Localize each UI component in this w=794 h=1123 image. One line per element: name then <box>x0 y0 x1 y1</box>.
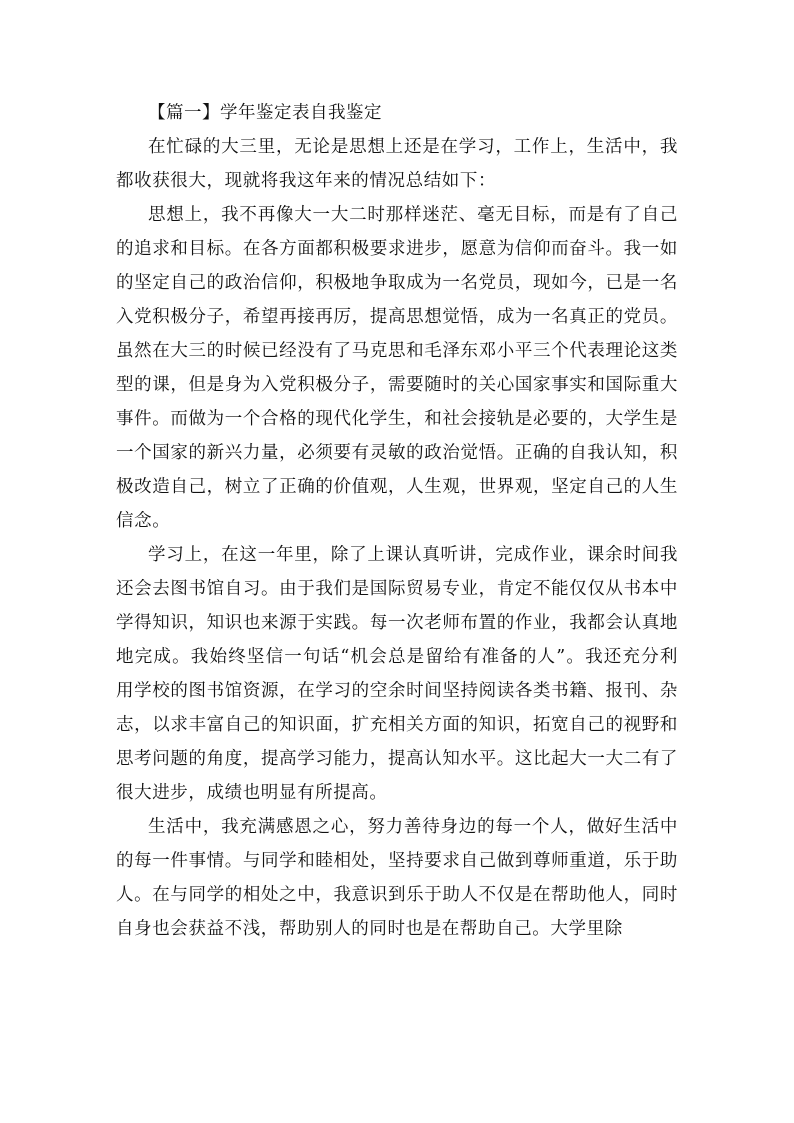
document-heading: 【篇一】学年鉴定表自我鉴定 <box>148 103 382 123</box>
paragraph-life: 生活中，我充满感恩之心，努力善待身边的每一个人，做好生活中的每一件事情。与同学和睦相处，坚持要求自己做到尊师重道，乐于助人。在与同学的相处之中，我意识到乐于助人不仅是在帮助他人，同时自身也会获益不浅，帮助别人的同时也是在帮助自己。大学里除 <box>116 817 678 939</box>
document-body <box>116 96 678 946</box>
paragraph-intro: 在忙碌的大三里，无论是思想上还是在学习，工作上，生活中，我都收获很大，现就将我这年来的情况总结如下： <box>116 137 678 191</box>
paragraph-thought: 思想上，我不再像大一大二时那样迷茫、毫无目标，而是有了自己的追求和目标。在各方面都积极要求进步，愿意为信仰而奋斗。我一如的坚定自己的政治信仰，积极地争取成为一名党员，现如今，已是一名入党积极分子，希望再接再厉，提高思想觉悟，成为一名真正的党员。虽然在大三的时候已经没有了马克思和毛泽东邓小平三个代表理论这类型的课，但是身为入党积极分子，需要随时的关心国家事实和国际重大事件。而做为一个合格的现代化学生，和社会接轨是必要的，大学生是一个国家的新兴力量，必须要有灵敏的政治觉悟。正确的自我认知，积极改造自己，树立了正确的价值观，人生观，世界观，坚定自己的人生信念。 <box>116 205 678 531</box>
paragraph-study: 学习上，在这一年里，除了上课认真听讲，完成作业，课余时间我还会去图书馆自习。由于我们是国际贸易专业，肯定不能仅仅从书本中学得知识，知识也来源于实践。每一次老师布置的作业，我都会认真地地完成。我始终坚信一句话“机会总是留给有准备的人”。我还充分利用学校的图书馆资源，在学习的空余时间坚持阅读各类书籍、报刊、杂志，以求丰富自己的知识面，扩充相关方面的知识，拓宽自己的视野和思考问题的角度，提高学习能力，提高认知水平。这比起大一大二有了很大进步，成绩也明显有所提高。 <box>116 545 678 803</box>
